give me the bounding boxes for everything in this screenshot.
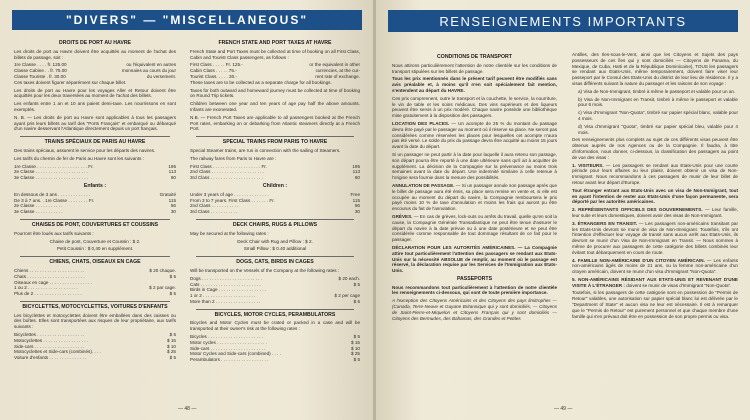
- rate-list: [190, 62, 360, 79]
- paragraph-text: — Leur famille, leur suite et leurs domestiques, doivent avoir des visas de Non-Immigrant.: [572, 207, 738, 218]
- rate-label: First Class . . . . . . . . . . . . . . . . . . . Fr.: [190, 163, 267, 169]
- rate-label: Voiture d'enfants . . . . . . . . . . . . . . .: [14, 355, 87, 361]
- rate-label: Motor Cycles and Side-cars (combined) . . . .: [190, 351, 281, 357]
- paragraph-gouvernements: [572, 207, 738, 219]
- rate-value: $ 25: [351, 351, 360, 357]
- section-heading: SPECIAL TRAINS FROM PARIS TO HAVRE: [222, 139, 328, 146]
- rate-list: [14, 164, 176, 181]
- rate-row: [14, 175, 176, 181]
- paragraph: Les droits de port au Havre pour les voyages Aller et Retour doivent être acquittés pour les deux traversées au moment de l'achat des billets.: [14, 87, 176, 99]
- rate-row: [14, 291, 176, 297]
- rate-label: Side-cars . . . . . . . . . . . . . . . . . . . .: [14, 343, 85, 349]
- rate-value: 115: [168, 197, 176, 203]
- section-heading: BICYCLETTES, MOTOCYCLETTES, VOITURES D'ENFANTS: [22, 303, 168, 310]
- divider: [196, 219, 354, 220]
- rate-label: 3rd Class . . . . . . . . . . .: [190, 209, 238, 215]
- section-heading: CHAISES DE PONT, COUVERTURES ET COUSSINS: [31, 221, 159, 228]
- paragraph-famille: [572, 258, 738, 275]
- paragraph: Les tarifs du chemin de fer de Paris au Havre sont les suivants :: [14, 155, 144, 161]
- paragraph: Des renseignements plus complets au sujet de ces différents visas peuvent être obtenus auprès de nos Agences ou de la Compagnie. Il faudra, à titre d'information, nous donner, ci-dessous, la classification des passagers au point de vue des visas :: [572, 137, 738, 160]
- section-heading: CHIENS, CHATS, OISEAUX EN CAGE: [49, 259, 141, 266]
- rate-label: 2e Classe . . . . . . . . . . .: [14, 203, 63, 209]
- subheading: Children :: [262, 182, 288, 189]
- visa-item: a) Visa de Non-Immigrant, timbré à même le passeport et valable pour un an.: [578, 88, 736, 94]
- rate-list: [190, 192, 360, 215]
- rate-value: 195: [352, 163, 360, 169]
- right-column-2: [572, 52, 738, 321]
- rate-value: $ 2 par cage.: [149, 285, 176, 291]
- paragraph-text: — Les enfants non-américains âgés de moins de 21 ans, ou la femme non-américaine d'un citoyen américain, doivent se munir d'un visa d'Immigrant "Non-Quota".: [572, 257, 738, 275]
- paragraph-text: doivent se munir de visas d'Immigrant "Non-Quota".: [626, 282, 732, 288]
- visa-item: b) Visa de Non-Immigrant en Transit, timbré à même le passeport et valable pour 6 mois.: [578, 96, 738, 108]
- rate-label: Cabin Class . . . . . 75.-: [190, 68, 237, 74]
- rate-label: 3e Classe . . . . . . . . . . .: [14, 209, 63, 215]
- rate-value: 60: [354, 175, 360, 181]
- paragraph: Chaise de pont, Couverture et Coussin : $ 2.: [49, 238, 141, 244]
- rate-label: 1re Classe . . . . fr. 125.00: [14, 62, 67, 68]
- inline-heading: 2. REPRÉSENTANTS OFFICIELS DES GOUVERNEMENTS.: [572, 207, 703, 213]
- divider: [20, 301, 170, 302]
- inline-heading: GRÈVES.: [392, 213, 413, 219]
- inline-heading: 1. VISITEURS.: [572, 162, 604, 168]
- rate-label: Plus de 2 . . . . . . . . . . . . . . . . . . .: [14, 291, 82, 297]
- rate-label: First Class . . . . . Fr. 125.-: [190, 62, 243, 68]
- inline-heading: 4. FAMILLE NON-AMÉRICAINE D'UN CITOYEN AMÉRICAIN.: [572, 257, 705, 263]
- paragraph: Nous attirons particulièrement l'attention de notre clientèle sur les conditions de transport stipulées sur les billets de passage.: [392, 62, 557, 74]
- rate-label: Classe Cabine . . fr. 75.00: [14, 68, 67, 74]
- rate-value: $ 5: [353, 298, 360, 304]
- rate-label: Dogs . . . . . . . . . . . . . . . . . . . . . . . .: [190, 275, 262, 281]
- rate-label: Chiens . . . . . . . . . . . . . . . . . . . . . .: [14, 267, 85, 273]
- rate-label: Bicyclettes . . . . . . . . . . . . . . . . . . .: [14, 332, 85, 338]
- paragraph-text: — La Compagnie attire tout particulièrement l'attention des passagers se rendant aux Etats-Unis sur la nécessité ABSOLUE de remplir, au moment où le passage est réservé, la déclaration requise par les Services de l'Immigration aux Etats-Unis.: [392, 244, 557, 274]
- subheading: Enfants :: [83, 182, 107, 189]
- divider: [196, 136, 354, 137]
- visa-list: [572, 89, 738, 136]
- rate-label: 1re Classe . . . . . . . . . . . . . . . . . . . . Fr.: [14, 163, 94, 169]
- paragraph: May be secured at the following rates :: [190, 230, 269, 236]
- rate-value: du versement.: [146, 73, 176, 79]
- rate-value: $ 10: [167, 343, 176, 349]
- right-banner-title: RENSEIGNEMENTS IMPORTANTS: [439, 14, 687, 29]
- rate-label: En dessous de 3 ans . . . . . . . . . . . . .: [14, 191, 91, 197]
- paragraph-declaration: [392, 245, 557, 274]
- paragraph: Toutefois, si les passagers de cette catégorie sont en possession de "Permis de Retour" valables, une autorisation sur papier spécial blanc lui est délivrée par le "Department of State" et aucun visa ne leur est nécessaire. Il est à remarquer que le "Permis de Retour" est purement personnel et que chaque membre d'une famille qui s'en prévaut doit être en possession de son propre permis ou visa.: [572, 290, 738, 319]
- rate-value: $ 5: [169, 355, 176, 361]
- rate-label: Side-cars . . . . . . . . . . . . . . . . . . . . . .: [190, 345, 266, 351]
- rate-label: 3rd Class . . . . . . . . . . . . . . . . . . . . .: [190, 175, 264, 181]
- rate-value: $ 25: [167, 349, 176, 355]
- rate-value: $ 15: [167, 337, 176, 343]
- rate-label: Birds in Cage . . . . . . . . . . . . . . . . . . .: [190, 287, 267, 293]
- rate-row: [190, 175, 360, 181]
- rate-label: Cats . . . . . . . . . . . . . . . . . . . . . . . .: [190, 281, 261, 287]
- paragraph-location: [392, 121, 557, 150]
- paragraph: Si un passager ne peut partir à la date pour laquelle il aura retenu son passage, son départ pourra être reporté à une date ultérieure sans qu'il ait à acquitter de supplément. La décision de la Compagnie sur la prévenance au moins trois semaines avant la date du départ. Une indemnité similaire à celle retenue à l'origine sera fournie dans la mesure des possibilités.: [392, 151, 557, 181]
- paragraph-residents: [572, 277, 738, 289]
- rate-value: $ 5: [169, 273, 176, 279]
- paragraph: Petit Coussin : $ 0,40 en supplément.: [56, 246, 134, 252]
- page-number: — 49 —: [554, 406, 573, 412]
- rate-value: 195: [168, 163, 176, 169]
- rate-value: 115: [352, 197, 360, 203]
- inline-heading: 5. NON-AMÉRICAINS RÉSIDANT AUX ETATS-UNIS ET REVENANT D'UNE VISITE À L'ÉTRANGER :: [572, 276, 738, 288]
- paragraph: Les droits de port au Havre doivent être acquittés au moment de l'achat des billets de passage, soit :: [14, 48, 176, 60]
- paragraph-text: — En cas de grèves, lock-outs ou arrêts du travail, quelle qu'en soit la cause, la Compagnie Générale Transatlantique ne peut être tenue d'assurer le départ du navire à la date prévue ou à une date postérieure et ne peut être considérée comme responsable de tout dommage résultant de ce fait pour le passager.: [392, 213, 557, 243]
- inline-heading: 3. ÉTRANGERS EN TRANSIT.: [572, 220, 638, 226]
- left-banner-title: "DIVERS" — "MISCELLANEOUS": [65, 13, 309, 27]
- section-heading: CONDITIONS DE TRANSPORT: [437, 54, 512, 60]
- section-heading: TRAINS SPÉCIAUX DE PARIS AU HAVRE: [44, 139, 146, 146]
- paragraph: Bicycles and Motor Cycles must be crated or packed in a case and will be transported at their owner's risk at the following rates :: [190, 320, 360, 332]
- paragraph-visiteurs: [572, 163, 738, 186]
- right-page: [376, 0, 750, 420]
- rate-label: Motocyclettes et Side-cars (combinés). . . .: [14, 349, 101, 355]
- inline-heading: DÉCLARATION POUR LES AUTORITÉS AMÉRICAINES.: [392, 244, 516, 250]
- paragraph: Special Steamer trains, are run in connection with the sailing of Steamers.: [190, 147, 341, 153]
- rate-value: $ 5: [353, 357, 360, 363]
- rate-label: More than 2 . . . . . . . . . . . . . . . . . .: [190, 298, 261, 304]
- rate-label: 2e Classe . . . . . . . . . . . . . . . . . . . . .: [14, 169, 89, 175]
- rate-value: or the equivalent in other: [309, 62, 360, 68]
- inline-heading: ANNULATION DE PASSAGE.: [392, 182, 455, 188]
- rate-value: $ 5: [169, 332, 176, 338]
- paragraph-text: — Les passagers se rendant aux Etats-Unis pour une courte période pour leurs affaires ou leur plaisir, doivent obtenir un visa de Non-Immigrant. Nous recommandons à ces passagers de munir de leur billet de retour avant leur départ d'Europe.: [572, 162, 738, 185]
- section-heading: PASSEPORTS: [456, 275, 493, 282]
- rate-label: Oiseaux en cage . . . . . . . . . . . . . . . . .: [14, 279, 92, 285]
- paragraph: Tout étranger entrant aux Etats-Unis avec un visa de Non-Immigrant, tout en ayant l'intention de rester aux Etats-Unis d'une façon permanente, sera déporté par les autorités américaines.: [572, 187, 738, 205]
- rate-value: rent rate of exchange.: [315, 73, 360, 79]
- visa-item: c) Visa d'Immigrant "Non-Quota", timbré sur papier spécial blanc, valable pour 4 mois.: [578, 110, 738, 121]
- divider: [20, 256, 170, 257]
- paragraph: Nous recommandons tout particulièrement à l'attention de notre clientèle les renseignements ci-dessous, qui sont de toute première importance.: [392, 284, 557, 296]
- paragraph: Pourront être loués aux tarifs suivants :: [14, 230, 94, 236]
- rate-list: [14, 192, 176, 215]
- rate-label: Tourist Class. . . . . 30.-: [190, 73, 237, 79]
- rate-row: [190, 299, 360, 305]
- right-column-1: [392, 52, 557, 323]
- rate-label: Motor cycles . . . . . . . . . . . . . . . . . . . .: [190, 339, 267, 345]
- paragraph: N. B. — Les droits de port au Havre sont applicables à tous les passagers ayant pris leurs billets au tarif des "Ports Français" et embarqué ou débarqué d'un navire desservant l'Atlantique directement depuis un port français.: [14, 114, 176, 132]
- rate-label: From 3 to 7 years. First Class . . . . . . . Fr.: [190, 197, 275, 203]
- rate-value: Free: [350, 191, 360, 197]
- section-heading: DROITS DE PORT AU HAVRE: [58, 40, 132, 46]
- rate-list: [190, 164, 360, 181]
- paragraph-annulation: [392, 183, 557, 212]
- section-heading: DOGS, CATS, BIRDS IN CAGES: [236, 259, 314, 266]
- visa-item: d) Visa d'Immigrant "Quota", timbré sur papier spécial bleu, valable pour 4 mois.: [578, 123, 738, 135]
- divider: [196, 256, 354, 257]
- rate-value: $ 5: [353, 281, 360, 287]
- rate-value: 113: [352, 169, 360, 175]
- section-heading: BICYCLES, MOTOR CYCLES, PERAMBULATORS: [214, 311, 336, 318]
- rate-row: [190, 209, 360, 215]
- rate-row: [190, 357, 360, 363]
- section-heading: DECK CHAIRS, RUGS & PILLOWS: [232, 221, 318, 228]
- paragraph-transit: [572, 221, 738, 256]
- paragraph: Antilles, des Iles-sous-le-Vent, ainsi que les Citoyens et Sujets des pays possesseurs de ces îles qui y sont domiciliés — Citoyens de Panama, du Mexique, de Cuba, Haïti et de la République Dominicaine), TOUS les passagers se rendant aux Etats-Unis, même temporairement, doivent faire viser leur passeport par le Consul des Etats-Unis du district de leur lieu de résidence. Il y a visas différents suivant la nature du passager et les raisons de son voyage :: [572, 52, 738, 86]
- rate-label: 2nd Class . . . . . . . . . . .: [190, 203, 239, 209]
- rate-label: 3e Classe . . . . . . . . . . . . . . . . . . . . .: [14, 175, 89, 181]
- rate-row: [14, 355, 176, 361]
- rate-list: [14, 332, 176, 361]
- divider: [196, 309, 354, 310]
- inline-heading: LOCATION DES PLACES.: [392, 120, 450, 126]
- paragraph: French State and Port Taxes must be collected at time of booking on all First Class, Cabin and Tourist Class passengers, as follows :: [190, 48, 360, 60]
- rate-value: currencies, at the cur-: [315, 68, 360, 74]
- rate-row: [14, 74, 176, 80]
- rate-row: [14, 209, 176, 215]
- rate-label: Classe Touriste . fr. 30.00: [14, 73, 66, 79]
- paragraph: Children between one year and ten years of age pay half the above amounts. Infants are exonerated.: [190, 101, 360, 112]
- paragraph: Deck Chair with Rug and Pillow : $ 2.: [237, 238, 313, 244]
- section-heading: FRENCH STATE AND PORT TAXES AT HAVRE: [218, 40, 332, 46]
- paragraph: The railway fares from Paris to Havre are :: [190, 155, 277, 161]
- paragraph: Des trains spéciaux, assurent le service pour les départs des navires.: [14, 147, 156, 153]
- paragraph-greves: [392, 214, 557, 243]
- paragraph: Les enfants entre 1 an et 10 ans paient demi-taxe. Les nourrissons en sont exemptés.: [14, 101, 176, 112]
- paragraph-text: — Un acompte de 25 % du montant du passage devra être payé par le passager au moment où il réserve sa place. Ne seront pas considérées comme réservées les places pour lesquelles cet acompte n'aura pas été versé. Le solde du prix du passage devra être acquitté au moins 15 jours avant la date du départ.: [392, 120, 558, 150]
- rate-list: [190, 334, 360, 363]
- rate-value: 56: [170, 203, 176, 209]
- rate-value: Gratuité: [159, 191, 176, 197]
- right-banner: [388, 10, 738, 32]
- left-column-french: [14, 38, 176, 361]
- rate-value: 30: [354, 209, 360, 215]
- rate-value: ou l'équivalent en autres: [126, 62, 176, 68]
- rate-label: 2nd Class . . . . . . . . . . . . . . . . . . . . .: [190, 169, 265, 175]
- divider: [20, 136, 170, 137]
- paragraph-text: — Si un passager annule son passage après que le billet de passage aura été émis, sa place sera remise en vente et, si elle est occupée au moment du départ du navire, la Compagnie remboursera le prix payé moins 10 % de taxe d'annulation et moins les frais qui auront pu être encourus du fait de l'annulation.: [392, 182, 557, 212]
- rate-label: De 3 à 7 ans. . 1re Classe . . . . . . . . Fr.: [14, 197, 95, 203]
- rate-label: Under 3 years of age . . . . . . . . . . . . . .: [190, 191, 269, 197]
- rate-label: 1 ou 2 . . . . . . . . . . . . . . . . . . . .: [14, 285, 78, 291]
- rate-value: $ 5: [169, 291, 176, 297]
- paragraph: N.B. — French Port Taxes are applicable to all passengers booked at the French Port rates, embarking on or debarking from Atlantic steamers directly at a French Port.: [190, 114, 360, 132]
- rate-value: 113: [168, 169, 176, 175]
- paragraph-text: — Les passagers non-américains transitant par les Etats-Unis devront se munir de visa de Non-Immigrant. Toutefois, s'ils ont l'intention d'effectuer leur voyage de transit sans aucun arrêt aux Etats-Unis, ils devront se munir d'un Visa de Non-Immigrant en Transit. — Nous sommes à même de procurer aux passagers de cette catégorie des billets combinés leur évitant tout débarquement en cours de route.: [572, 220, 738, 255]
- rate-value: monnaies au cours du jour: [121, 68, 176, 74]
- rate-value: $ 20 chaque.: [149, 267, 176, 273]
- rate-value: 60: [170, 175, 176, 181]
- rate-label: 1 or 2 . . . . . . . . . . . . . . . . . . . . .: [190, 293, 256, 299]
- paragraph: Ces prix comprennent, outre le transport et la couchette, le service, la nourriture, le vin de table et les soins médicaux. Des vins supérieurs et des liqueurs peuvent être servis à un prix modéré. Chaque navire possède une bibliothèque mise gratuitement à la disposition des passagers.: [392, 95, 557, 119]
- rate-list: [190, 276, 360, 305]
- rate-value: $ 20 each.: [338, 275, 360, 281]
- page-number: — 48 —: [178, 406, 197, 412]
- rate-label: Chats . . . . . . . . . . . . . . . . . . . . . . .: [14, 273, 85, 279]
- rate-value: $ 2 per cage: [334, 293, 360, 299]
- left-page: [0, 0, 374, 420]
- rate-list: [14, 62, 176, 79]
- paragraph: Tous les prix mentionnés dans le présent tarif peuvent être modifiés sans avis préalable et, à moins qu'il n'en soit spécialement fait mention, s'entendent au départ du HAVRE.: [392, 76, 557, 93]
- paragraph: A l'exception des Citoyens Américains et des Citoyens des pays limitrophes — (Canada, Terre-Neuve et Guyane Britannique qui y sont domiciliés, — Citoyens de Saint-Pierre-et-Miquelon et Citoyens Français qui y sont domiciliés — Citoyens des Bermudes, des Bahamas, des Grandes et Petites: [392, 298, 557, 321]
- paragraph: Ces taxes doivent figurer séparément sur chaque billet.: [14, 79, 127, 85]
- rate-label: Motocyclettes . . . . . . . . . . . . . . . . . .: [14, 337, 89, 343]
- paragraph: Les bicyclettes et motocyclettes doivent être emballées dans des caisses ou des boîtes. Elles sont transportées aux risques de leur propriétaire, aux tarifs suivants :: [14, 312, 176, 330]
- paragraph: Taxes for both outward and homeward journey must be collected at time of booking on Round Trip tickets.: [190, 87, 360, 99]
- left-banner: [12, 10, 362, 30]
- paragraph: These taxes are to be collected as a separate charge for all bookings.: [190, 79, 332, 85]
- rate-value: 56: [354, 203, 360, 209]
- rate-label: Bicycles . . . . . . . . . . . . . . . . . . . . . .: [190, 334, 264, 340]
- left-column-english: [190, 38, 360, 363]
- paragraph: Small Pillow : $ 0.40 additional: [243, 246, 307, 252]
- rate-value: $ 5: [353, 334, 360, 340]
- rate-row: [190, 74, 360, 80]
- rate-value: 30: [170, 209, 176, 215]
- rate-value: $ 10: [351, 345, 360, 351]
- paragraph: Will be transported on the Vessels of the Company at the following rates :: [190, 267, 340, 273]
- divider: [20, 219, 170, 220]
- rate-list: [14, 268, 176, 297]
- rate-value: $ 15: [351, 339, 360, 345]
- rate-label: Perambulators . . . . . . . . . . . . . . . . . . .: [190, 357, 269, 363]
